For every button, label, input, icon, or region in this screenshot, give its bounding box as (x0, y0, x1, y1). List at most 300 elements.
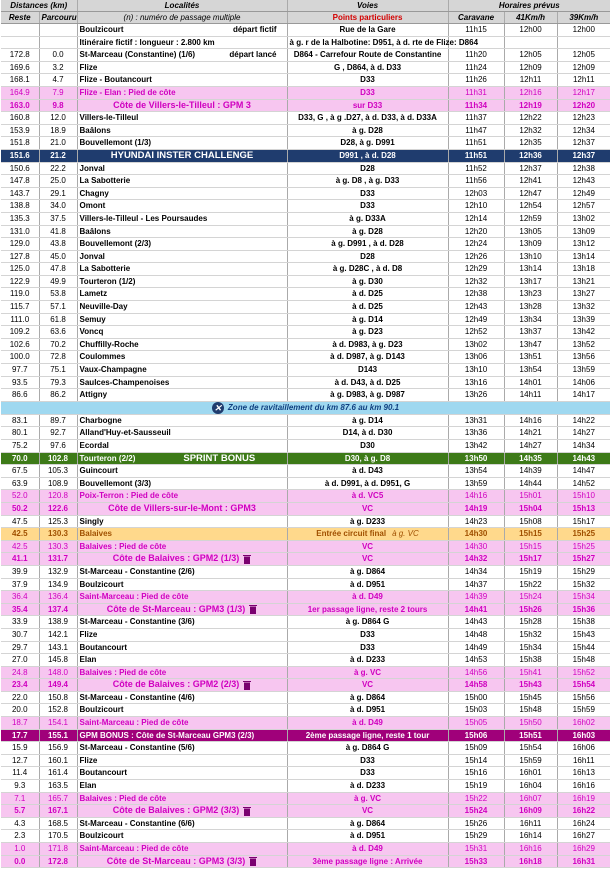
voie-cell: à g. r de la Halbotine: D951, à d. rte de Flize: D864 (287, 36, 448, 49)
time-41kmh: 13h23 (504, 288, 557, 301)
parcouru-cell: 25.0 (39, 175, 77, 188)
time-39kmh: 12h37 (557, 149, 610, 162)
localite-cell: Voncq (77, 326, 287, 339)
time-39kmh: 16h31 (557, 855, 610, 868)
caravane-time: 11h15 (448, 24, 504, 37)
time-39kmh: 13h14 (557, 250, 610, 263)
time-39kmh: 12h34 (557, 124, 610, 137)
caravane-time: 15h14 (448, 754, 504, 767)
reste-cell: 160.8 (1, 112, 39, 125)
parcouru-cell: 105.3 (39, 465, 77, 478)
localite-note: SPRINT BONUS (183, 452, 256, 464)
time-41kmh: 14h44 (504, 477, 557, 490)
time-41kmh: 12h41 (504, 175, 557, 188)
localite-cell: Bouvellemont (3/3) (77, 477, 287, 490)
time-41kmh: 12h32 (504, 124, 557, 137)
table-row (1, 641, 610, 654)
reste-cell: 5.7 (1, 805, 39, 818)
voie-cell: 3ème passage ligne : Arrivée (287, 855, 448, 868)
voie-cell: à g. D864 G (287, 742, 448, 755)
time-41kmh: 15h32 (504, 628, 557, 641)
voie-cell: D28 (287, 162, 448, 175)
voie-cell: à g. VC (287, 666, 448, 679)
caravane-time: 11h24 (448, 61, 504, 74)
time-41kmh: 15h08 (504, 515, 557, 528)
time-39kmh: 12h43 (557, 175, 610, 188)
feed-zone-banner (1, 401, 610, 414)
time-39kmh (557, 36, 610, 49)
parcouru-cell: 142.1 (39, 628, 77, 641)
localite-note: départ fictif (232, 25, 277, 34)
localite-cell: Singly (77, 515, 287, 528)
time-39kmh: 15h56 (557, 691, 610, 704)
voie-main: Entrée circuit final (316, 529, 387, 539)
localite-cell: Alland'Huy-et-Sausseuil (77, 427, 287, 440)
voie-cell: VC (287, 553, 448, 566)
localite-cell: Boulzicourt (77, 704, 287, 717)
caravane-time: 12h20 (448, 225, 504, 238)
localite-cell: Chagny (77, 187, 287, 200)
time-39kmh: 13h39 (557, 313, 610, 326)
voie-direction: à g. VC (392, 529, 419, 539)
table-row (1, 515, 610, 528)
voie-cell: D33 (287, 187, 448, 200)
time-39kmh: 15h17 (557, 515, 610, 528)
voie-cell: à g. D14 (287, 313, 448, 326)
parcouru-cell: 9.8 (39, 99, 77, 112)
table-row (1, 792, 610, 805)
localite-cell: Poix-Terron : Pied de côte (77, 490, 287, 503)
localite-cell: Saint-Marceau : Pied de côte (77, 843, 287, 856)
voie-cell: D30, à g. D8 (287, 452, 448, 465)
time-39kmh: 13h12 (557, 238, 610, 251)
time-39kmh: 12h57 (557, 200, 610, 213)
time-41kmh: 16h09 (504, 805, 557, 818)
caravane-time: 15h00 (448, 691, 504, 704)
time-39kmh: 12h11 (557, 74, 610, 87)
parcouru-cell: 72.8 (39, 351, 77, 364)
time-39kmh: 14h17 (557, 389, 610, 402)
table-row (1, 162, 610, 175)
table-row (1, 780, 610, 793)
table-row (1, 301, 610, 314)
voie-cell: à d. D233 (287, 780, 448, 793)
localite-cell: Villers-le-Tilleul - Les Poursaudes (77, 212, 287, 225)
localite-name: St-Marceau (Constantine) (1/6) (79, 50, 196, 60)
voie-cell: à d. D991, à d. D951, G (287, 477, 448, 490)
caravane-time: 15h16 (448, 767, 504, 780)
time-41kmh: 13h37 (504, 326, 557, 339)
table-row (1, 565, 610, 578)
time-39kmh: 14h34 (557, 440, 610, 453)
reste-cell: 27.0 (1, 654, 39, 667)
table-row (1, 717, 610, 730)
reste-cell: 1.0 (1, 843, 39, 856)
table-row (1, 326, 610, 339)
voie-cell: à d. D49 (287, 591, 448, 604)
table-row (1, 61, 610, 74)
reste-cell: 36.4 (1, 591, 39, 604)
time-39kmh: 15h25 (557, 528, 610, 541)
localite-cell: St-Marceau - Constantine (3/6) (77, 616, 287, 629)
time-39kmh: 13h27 (557, 288, 610, 301)
parcouru-cell: 131.7 (39, 553, 77, 566)
table-row (1, 704, 610, 717)
table-row (1, 275, 610, 288)
time-41kmh: 15h54 (504, 742, 557, 755)
parcouru-cell: 145.8 (39, 654, 77, 667)
localite-cell: Flize - Elan : Pied de côte (77, 86, 287, 99)
voie-cell: à d. D233 (287, 654, 448, 667)
localite-cell: Boutancourt (77, 767, 287, 780)
reste-cell: 80.1 (1, 427, 39, 440)
reste-cell: 168.1 (1, 74, 39, 87)
localite-cell: Bouvellemont (2/3) (77, 238, 287, 251)
caravane-time: 12h14 (448, 212, 504, 225)
localite-cell: Neuville-Day (77, 301, 287, 314)
table-row (1, 187, 610, 200)
caravane-time: 15h29 (448, 830, 504, 843)
caravane-time: 15h31 (448, 843, 504, 856)
voie-cell: à g. VC (287, 792, 448, 805)
caravane-time: 12h32 (448, 275, 504, 288)
header-note: (n) : numéro de passage multiple (77, 12, 287, 24)
localite-cell (77, 452, 287, 465)
caravane-time: 15h03 (448, 704, 504, 717)
reste-cell: 93.5 (1, 376, 39, 389)
time-41kmh: 12h37 (504, 162, 557, 175)
time-41kmh: 15h45 (504, 691, 557, 704)
caravane-time: 14h30 (448, 528, 504, 541)
parcouru-cell: 7.9 (39, 86, 77, 99)
table-row (1, 24, 610, 37)
header-distances: Distances (km) (1, 0, 77, 12)
parcouru-cell: 22.2 (39, 162, 77, 175)
caravane-time: 15h05 (448, 717, 504, 730)
header-localites: Localités (77, 0, 287, 12)
time-39kmh: 16h19 (557, 792, 610, 805)
table-row (1, 679, 610, 692)
parcouru-cell: 41.8 (39, 225, 77, 238)
time-41kmh: 15h34 (504, 641, 557, 654)
time-41kmh: 12h59 (504, 212, 557, 225)
time-41kmh: 15h01 (504, 490, 557, 503)
table-row (1, 742, 610, 755)
time-41kmh: 14h39 (504, 465, 557, 478)
caravane-time: 15h24 (448, 805, 504, 818)
parcouru-cell: 86.2 (39, 389, 77, 402)
reste-cell: 24.8 (1, 666, 39, 679)
table-row (1, 553, 610, 566)
localite-cell: St-Marceau - Constantine (6/6) (77, 817, 287, 830)
parcouru-cell: 70.2 (39, 338, 77, 351)
time-39kmh: 12h49 (557, 187, 610, 200)
localite-cell: Boulzicourt (77, 830, 287, 843)
reste-cell: 4.3 (1, 817, 39, 830)
parcouru-cell: 170.5 (39, 830, 77, 843)
time-41kmh: 15h43 (504, 679, 557, 692)
voie-cell: 1er passage ligne, reste 2 tours (287, 603, 448, 616)
voie-cell: VC (287, 502, 448, 515)
parcouru-cell: 163.5 (39, 780, 77, 793)
time-39kmh: 16h02 (557, 717, 610, 730)
table-row (1, 490, 610, 503)
caravane-time: 14h19 (448, 502, 504, 515)
reste-cell: 143.7 (1, 187, 39, 200)
reste-cell: 11.4 (1, 767, 39, 780)
time-41kmh: 12h09 (504, 61, 557, 74)
parcouru-cell: 122.6 (39, 502, 77, 515)
trash-bin-icon (243, 680, 251, 690)
reste-cell: 12.7 (1, 754, 39, 767)
time-39kmh: 16h06 (557, 742, 610, 755)
time-39kmh: 13h32 (557, 301, 610, 314)
time-41kmh: 14h21 (504, 427, 557, 440)
voie-cell: D33, G , à g .D27, à d. D33, à d. D33A (287, 112, 448, 125)
localite-cell: Côte de Balaives : GPM2 (1/3) (77, 553, 287, 566)
parcouru-cell: 143.1 (39, 641, 77, 654)
time-41kmh: 15h38 (504, 654, 557, 667)
time-41kmh: 15h26 (504, 603, 557, 616)
table-row (1, 175, 610, 188)
caravane-time: 14h43 (448, 616, 504, 629)
table-row (1, 137, 610, 150)
voie-cell: à d. D43 (287, 465, 448, 478)
localite-cell: Semuy (77, 313, 287, 326)
parcouru-cell: 21.0 (39, 137, 77, 150)
parcouru-cell: 37.5 (39, 212, 77, 225)
localite-cell: Côte de Villers-le-Tilleul : GPM 3 (77, 99, 287, 112)
reste-cell: 63.9 (1, 477, 39, 490)
caravane-time: 13h36 (448, 427, 504, 440)
time-41kmh: 13h54 (504, 364, 557, 377)
caravane-time: 14h41 (448, 603, 504, 616)
caravane-time: 11h47 (448, 124, 504, 137)
reste-cell: 97.7 (1, 364, 39, 377)
localite-cell: Jonval (77, 250, 287, 263)
table-row (1, 364, 610, 377)
table-row (1, 654, 610, 667)
parcouru-cell: 108.9 (39, 477, 77, 490)
parcouru-cell: 149.4 (39, 679, 77, 692)
reste-cell: 50.2 (1, 502, 39, 515)
voie-cell: à d. D951 (287, 830, 448, 843)
time-39kmh: 12h20 (557, 99, 610, 112)
voie-cell: à d. D49 (287, 843, 448, 856)
voie-cell: D991 , à d. D28 (287, 149, 448, 162)
voie-cell: à d. D983, à g. D23 (287, 338, 448, 351)
reste-cell: 42.5 (1, 540, 39, 553)
localite-cell: Flize (77, 61, 287, 74)
table-row (1, 401, 610, 414)
voie-cell: D143 (287, 364, 448, 377)
voie-cell: G , D864, à d. D33 (287, 61, 448, 74)
time-41kmh: 15h19 (504, 565, 557, 578)
reste-cell: 135.3 (1, 212, 39, 225)
time-41kmh (504, 36, 557, 49)
time-41kmh: 16h11 (504, 817, 557, 830)
localite-cell: Côte de Balaives : GPM2 (3/3) (77, 805, 287, 818)
time-39kmh: 15h54 (557, 679, 610, 692)
time-41kmh: 12h00 (504, 24, 557, 37)
localite-cell: Ecordal (77, 440, 287, 453)
reste-cell: 9.3 (1, 780, 39, 793)
reste-cell: 52.0 (1, 490, 39, 503)
parcouru-cell: 57.1 (39, 301, 77, 314)
time-41kmh: 12h19 (504, 99, 557, 112)
parcouru-cell: 92.7 (39, 427, 77, 440)
time-39kmh: 16h16 (557, 780, 610, 793)
time-39kmh: 12h38 (557, 162, 610, 175)
reste-cell: 109.2 (1, 326, 39, 339)
parcouru-cell: 97.6 (39, 440, 77, 453)
table-row (1, 666, 610, 679)
parcouru-cell: 4.7 (39, 74, 77, 87)
table-row (1, 200, 610, 213)
parcouru-cell (39, 24, 77, 37)
localite-cell: Côte de St-Marceau : GPM3 (3/3) (77, 855, 287, 868)
table-row (1, 767, 610, 780)
localite-cell: Elan (77, 654, 287, 667)
time-41kmh: 16h16 (504, 843, 557, 856)
table-row (1, 528, 610, 541)
caravane-time: 15h19 (448, 780, 504, 793)
time-39kmh: 16h27 (557, 830, 610, 843)
time-41kmh: 15h41 (504, 666, 557, 679)
time-39kmh: 15h36 (557, 603, 610, 616)
voie-cell: VC (287, 540, 448, 553)
parcouru-cell: 61.8 (39, 313, 77, 326)
voie-cell: à g. D28 (287, 124, 448, 137)
parcouru-cell: 134.9 (39, 578, 77, 591)
header-row-2 (1, 12, 610, 24)
voie-cell: Rue de la Gare (287, 24, 448, 37)
table-row (1, 389, 610, 402)
time-41kmh: 15h50 (504, 717, 557, 730)
header-41kmh: 41Km/h (504, 12, 557, 24)
parcouru-cell: 49.9 (39, 275, 77, 288)
table-row (1, 250, 610, 263)
localite-cell: Bouvellemont (1/3) (77, 137, 287, 150)
localite-cell: Boutancourt (77, 641, 287, 654)
table-row (1, 225, 610, 238)
caravane-time: 14h48 (448, 628, 504, 641)
localite-cell: HYUNDAI INSTER CHALLENGE (77, 149, 287, 162)
reste-cell: 153.9 (1, 124, 39, 137)
voie-cell: à g. D233 (287, 515, 448, 528)
voie-cell: à g. D23 (287, 326, 448, 339)
localite-cell: Elan (77, 780, 287, 793)
voie-cell: D14, à d. D30 (287, 427, 448, 440)
localite-cell (77, 24, 287, 37)
parcouru-cell: 34.0 (39, 200, 77, 213)
time-39kmh: 15h32 (557, 578, 610, 591)
caravane-time: 15h06 (448, 729, 504, 742)
localite-cell: Saint-Marceau : Pied de côte (77, 717, 287, 730)
parcouru-cell: 12.0 (39, 112, 77, 125)
localite-name: Boulzicourt (79, 25, 124, 34)
voie-cell: à g. D28C , à d. D8 (287, 263, 448, 276)
localite-cell: Lametz (77, 288, 287, 301)
localite-cell: Vaux-Champagne (77, 364, 287, 377)
localite-cell: Itinéraire fictif : longueur : 2.800 km (77, 36, 287, 49)
table-row (1, 578, 610, 591)
caravane-time: 14h56 (448, 666, 504, 679)
reste-cell: 30.7 (1, 628, 39, 641)
header-row-1 (1, 0, 610, 12)
localite-cell: St-Marceau - Constantine (4/6) (77, 691, 287, 704)
parcouru-cell: 130.3 (39, 540, 77, 553)
caravane-time: 14h37 (448, 578, 504, 591)
time-41kmh: 15h24 (504, 591, 557, 604)
voie-cell: D33 (287, 767, 448, 780)
time-39kmh: 12h23 (557, 112, 610, 125)
caravane-time: 11h34 (448, 99, 504, 112)
table-row (1, 805, 610, 818)
time-41kmh: 12h22 (504, 112, 557, 125)
parcouru-cell: 102.8 (39, 452, 77, 465)
voie-cell: à d. D987, à g. D143 (287, 351, 448, 364)
table-row (1, 36, 610, 49)
voie-cell: D864 - Carrefour Route de Constantine (287, 49, 448, 62)
reste-cell: 83.1 (1, 414, 39, 427)
time-41kmh: 13h09 (504, 238, 557, 251)
time-41kmh: 16h14 (504, 830, 557, 843)
parcouru-cell: 148.0 (39, 666, 77, 679)
table-row (1, 49, 610, 62)
localite-cell: Saint-Marceau : Pied de côte (77, 591, 287, 604)
time-39kmh: 16h03 (557, 729, 610, 742)
time-41kmh: 13h10 (504, 250, 557, 263)
time-39kmh: 14h27 (557, 427, 610, 440)
table-row (1, 338, 610, 351)
parcouru-cell: 89.7 (39, 414, 77, 427)
voie-cell: à d. D951 (287, 704, 448, 717)
reste-cell: 129.0 (1, 238, 39, 251)
reste-cell: 102.6 (1, 338, 39, 351)
table-row (1, 591, 610, 604)
voie-cell: à d. D25 (287, 288, 448, 301)
table-row (1, 628, 610, 641)
reste-cell: 125.0 (1, 263, 39, 276)
localite-cell: St-Marceau - Constantine (5/6) (77, 742, 287, 755)
parcouru-cell (39, 36, 77, 49)
time-41kmh: 14h27 (504, 440, 557, 453)
reste-cell: 22.0 (1, 691, 39, 704)
time-41kmh: 13h14 (504, 263, 557, 276)
header-reste: Reste (1, 12, 39, 24)
time-41kmh: 12h05 (504, 49, 557, 62)
caravane-time: 12h38 (448, 288, 504, 301)
reste-cell: 42.5 (1, 528, 39, 541)
trash-bin-icon (243, 554, 251, 564)
time-41kmh: 15h28 (504, 616, 557, 629)
header-points: Points particuliers (287, 12, 448, 24)
reste-cell: 163.0 (1, 99, 39, 112)
time-41kmh: 15h22 (504, 578, 557, 591)
time-39kmh: 12h09 (557, 61, 610, 74)
parcouru-cell: 138.9 (39, 616, 77, 629)
localite-cell: Balaives : Pied de côte (77, 540, 287, 553)
reste-cell: 29.7 (1, 641, 39, 654)
reste-cell: 164.9 (1, 86, 39, 99)
parcouru-cell: 132.9 (39, 565, 77, 578)
localite-cell: Baâlons (77, 225, 287, 238)
caravane-time: 14h16 (448, 490, 504, 503)
voie-cell: D33 (287, 754, 448, 767)
voie-cell: à d. D49 (287, 717, 448, 730)
table-row (1, 440, 610, 453)
